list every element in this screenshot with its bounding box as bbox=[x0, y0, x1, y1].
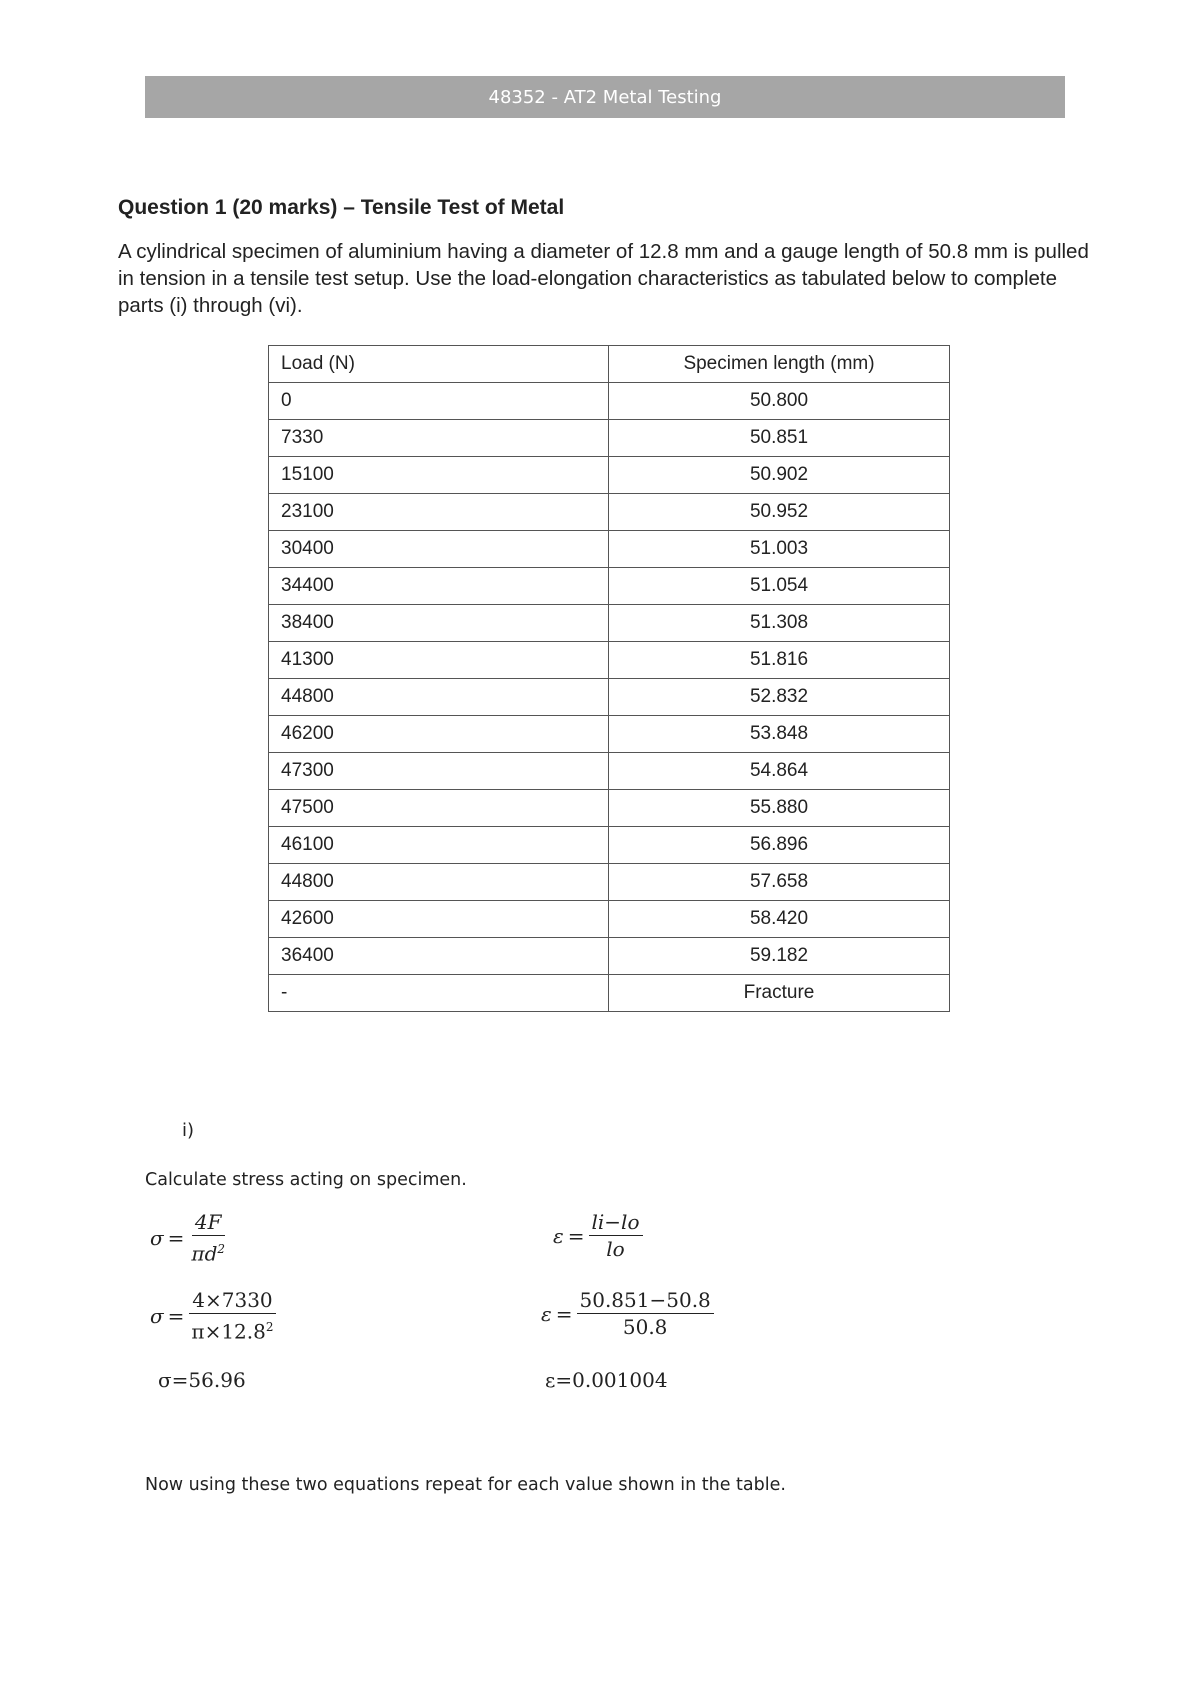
part-instruction: Calculate stress acting on specimen. bbox=[145, 1170, 467, 1190]
load-elongation-table bbox=[268, 345, 950, 1012]
stress-formula: σ = $\frac{4F}{\pi d^2}$ bbox=[150, 1210, 226, 1266]
cell-length: 50.800 bbox=[609, 383, 950, 420]
cell-length: Fracture bbox=[609, 975, 950, 1012]
cell-load: 44800 bbox=[269, 864, 609, 901]
cell-load: 7330 bbox=[269, 420, 609, 457]
table-row bbox=[269, 420, 950, 457]
table-row bbox=[269, 568, 950, 605]
cell-load: 38400 bbox=[269, 605, 609, 642]
cell-load: 30400 bbox=[269, 531, 609, 568]
table-row bbox=[269, 457, 950, 494]
part-label: i) bbox=[182, 1120, 195, 1141]
strain-result bbox=[545, 1368, 668, 1392]
strain-sub-numerator: 50.851−50.8 bbox=[577, 1288, 714, 1314]
cell-load: 41300 bbox=[269, 642, 609, 679]
table-row bbox=[269, 716, 950, 753]
stress-sub-denominator: π×12.8 bbox=[191, 1319, 266, 1344]
stress-substitution: σ = $\frac{4\times 7330}{\pi\times 12.8^2}$ bbox=[150, 1288, 277, 1344]
cell-length: 50.902 bbox=[609, 457, 950, 494]
cell-length: 57.658 bbox=[609, 864, 950, 901]
stress-result bbox=[158, 1368, 246, 1392]
table-row bbox=[269, 605, 950, 642]
document-header bbox=[145, 76, 1065, 118]
question-title: Question 1 (20 marks) – Tensile Test of Metal bbox=[118, 196, 565, 219]
cell-load: 46200 bbox=[269, 716, 609, 753]
strain-substitution: ε = $\frac{50.851-50.8}{50.8}$ bbox=[541, 1288, 714, 1339]
cell-length: 54.864 bbox=[609, 753, 950, 790]
table-row bbox=[269, 753, 950, 790]
strain-formula-denominator: lo bbox=[606, 1237, 625, 1261]
cell-length: 51.003 bbox=[609, 531, 950, 568]
table-row bbox=[269, 975, 950, 1012]
cell-length: 59.182 bbox=[609, 938, 950, 975]
strain-formula-numerator: li−lo bbox=[589, 1210, 643, 1236]
table-row bbox=[269, 494, 950, 531]
cell-load: 36400 bbox=[269, 938, 609, 975]
table-row bbox=[269, 901, 950, 938]
cell-load: 46100 bbox=[269, 827, 609, 864]
repeat-instruction: Now using these two equations repeat for each value shown in the table. bbox=[145, 1475, 786, 1495]
stress-formula-denominator: πd bbox=[191, 1241, 218, 1266]
strain-sub-denominator: 50.8 bbox=[622, 1315, 668, 1339]
cell-load: 23100 bbox=[269, 494, 609, 531]
strain-symbol-2: ε bbox=[541, 1301, 552, 1326]
cell-length: 51.816 bbox=[609, 642, 950, 679]
cell-load: 15100 bbox=[269, 457, 609, 494]
table-row bbox=[269, 679, 950, 716]
table-row bbox=[269, 790, 950, 827]
cell-length: 50.952 bbox=[609, 494, 950, 531]
table-header-row bbox=[269, 346, 950, 383]
cell-length: 52.832 bbox=[609, 679, 950, 716]
header-length: Specimen length (mm) bbox=[609, 346, 950, 383]
question-intro: A cylindrical specimen of aluminium having a diameter of 12.8 mm and a gauge length of 50.8 mm is pulled in tension in a tensile test setup. Use the load-elongation characteristics as tabulated below to complete parts (i) through (vi). bbox=[118, 240, 1089, 317]
cell-load: 44800 bbox=[269, 679, 609, 716]
table-row bbox=[269, 383, 950, 420]
strain-symbol: ε bbox=[553, 1223, 564, 1248]
cell-load: 47500 bbox=[269, 790, 609, 827]
table-row bbox=[269, 642, 950, 679]
table-row bbox=[269, 938, 950, 975]
stress-symbol: σ bbox=[150, 1225, 164, 1250]
cell-length: 56.896 bbox=[609, 827, 950, 864]
cell-length: 51.054 bbox=[609, 568, 950, 605]
cell-load: 34400 bbox=[269, 568, 609, 605]
cell-length: 51.308 bbox=[609, 605, 950, 642]
strain-result-value: ε=0.001004 bbox=[545, 1368, 668, 1392]
strain-formula: ε = $\frac{li-lo}{lo}$ bbox=[553, 1210, 643, 1261]
table-row bbox=[269, 864, 950, 901]
cell-load: - bbox=[269, 975, 609, 1012]
stress-result-value: σ=56.96 bbox=[158, 1368, 246, 1392]
cell-load: 42600 bbox=[269, 901, 609, 938]
stress-sub-numerator: 4×7330 bbox=[189, 1288, 275, 1314]
cell-length: 50.851 bbox=[609, 420, 950, 457]
header-title: 48352 - AT2 Metal Testing bbox=[488, 86, 722, 108]
cell-length: 55.880 bbox=[609, 790, 950, 827]
cell-length: 53.848 bbox=[609, 716, 950, 753]
table-row bbox=[269, 827, 950, 864]
cell-length: 58.420 bbox=[609, 901, 950, 938]
header-load: Load (N) bbox=[269, 346, 609, 383]
stress-formula-numerator: 4F bbox=[192, 1210, 225, 1236]
stress-symbol-2: σ bbox=[150, 1303, 164, 1328]
cell-load: 0 bbox=[269, 383, 609, 420]
cell-load: 47300 bbox=[269, 753, 609, 790]
table-row bbox=[269, 531, 950, 568]
